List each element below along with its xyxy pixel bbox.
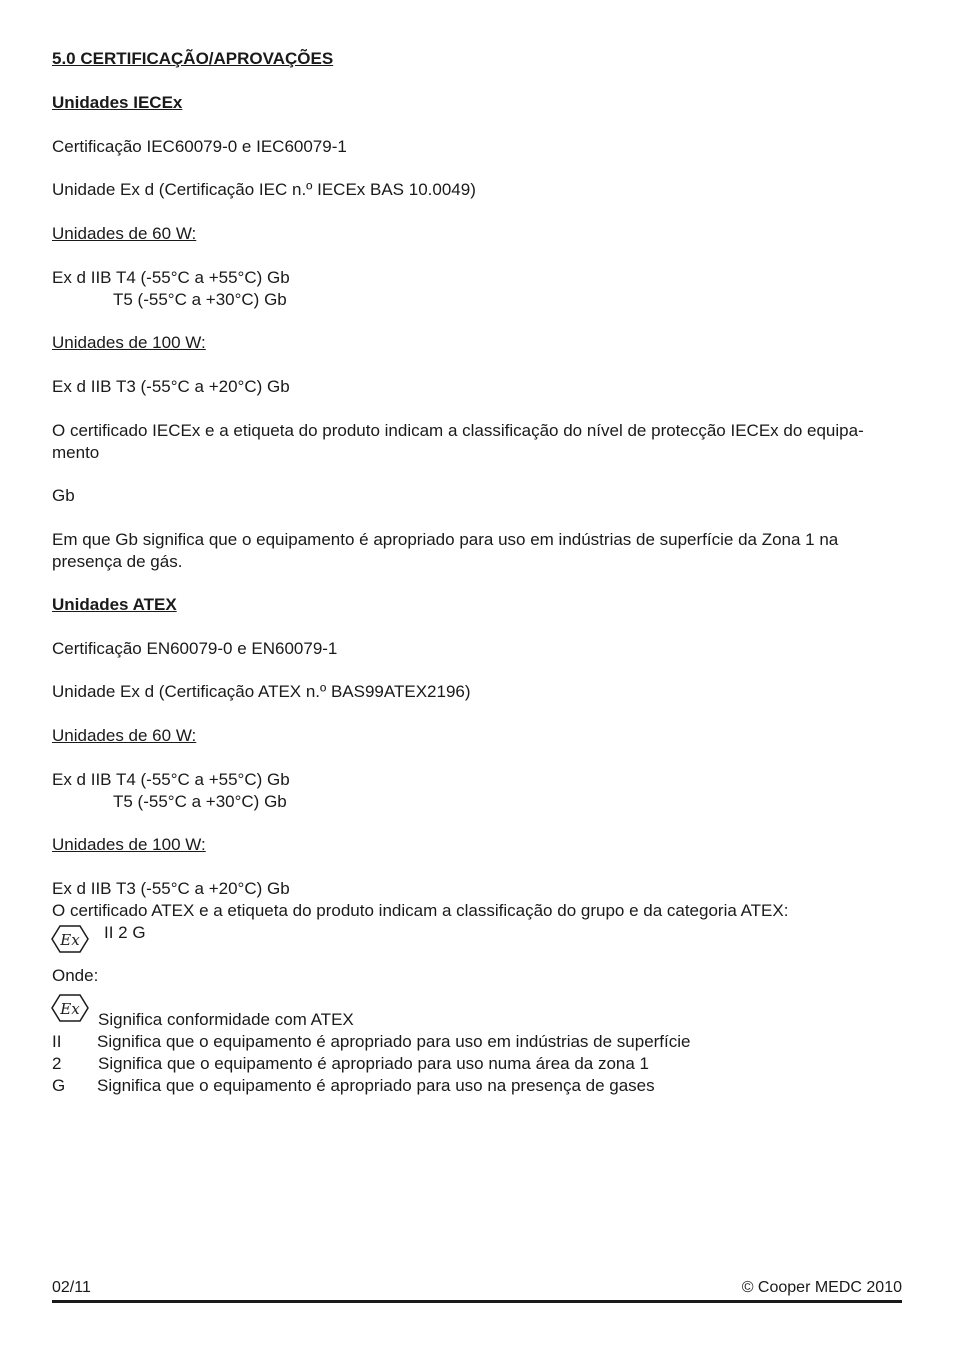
atex-unit-cert: Unidade Ex d (Certificação ATEX n.º BAS99ATEX2196): [52, 682, 471, 701]
iecex-60w-rating-t5: T5 (-55°C a +30°C) Gb: [113, 290, 287, 309]
iecex-heading: Unidades IECEx: [52, 93, 183, 112]
iecex-paragraph-line-2: mento: [52, 443, 100, 462]
iecex-100w-rating: Ex d IIB T3 (-55°C a +20°C) Gb: [52, 377, 290, 396]
atex-onde: Onde:: [52, 966, 99, 985]
iecex-gb-definition-line-2: presença de gás.: [52, 552, 183, 571]
atex-60w-rating-t5: T5 (-55°C a +30°C) Gb: [113, 792, 287, 811]
definition-g-text: Significa que o equipamento é apropriado para uso na presença de gases: [97, 1076, 655, 1095]
iecex-gb: Gb: [52, 486, 75, 505]
atex-60w-label: Unidades de 60 W:: [52, 726, 197, 745]
atex-60w-rating-t4: Ex d IIB T4 (-55°C a +55°C) Gb: [52, 770, 290, 789]
definition-g-term: G: [52, 1076, 66, 1095]
footer-divider: [52, 1300, 902, 1303]
atex-100w-rating: Ex d IIB T3 (-55°C a +20°C) Gb: [52, 879, 290, 898]
iecex-gb-definition-line-1: Em que Gb significa que o equipamento é apropriado para uso em indústrias de superfície da Zona 1 na: [52, 530, 839, 549]
atex-heading: Unidades ATEX: [52, 595, 177, 614]
iecex-60w-label: Unidades de 60 W:: [52, 224, 197, 243]
iecex-paragraph-line-1: O certificado IECEx e a etiqueta do produto indicam a classificação do nível de protecção IECEx do equipa-: [52, 421, 864, 440]
definition-ex-text: Significa conformidade com ATEX: [98, 1010, 354, 1029]
atex-ex-hexagon-icon: [50, 924, 90, 954]
section-title: 5.0 CERTIFICAÇÃO/APROVAÇÕES: [52, 49, 334, 68]
svg-text:Ex: Ex: [60, 1000, 80, 1018]
atex-100w-label: Unidades de 100 W:: [52, 835, 206, 854]
footer-date: 02/11: [52, 1279, 91, 1296]
atex-marking: II 2 G: [104, 923, 146, 942]
definition-2-term: 2: [52, 1054, 62, 1073]
iecex-100w-label: Unidades de 100 W:: [52, 333, 206, 352]
definition-ii-text: Significa que o equipamento é apropriado para uso em indústrias de superfície: [97, 1032, 691, 1051]
definition-ii-term: II: [52, 1032, 62, 1051]
iecex-unit-cert: Unidade Ex d (Certificação IEC n.º IECEx BAS 10.0049): [52, 180, 476, 199]
atex-paragraph: O certificado ATEX e a etiqueta do produto indicam a classificação do grupo e da categoria ATEX:: [52, 901, 789, 920]
atex-ex-hexagon-icon: [50, 993, 90, 1023]
footer-copyright: © Cooper MEDC 2010: [741, 1279, 902, 1296]
definition-2-text: Significa que o equipamento é apropriado para uso numa área da zona 1: [98, 1054, 649, 1073]
atex-cert-standard: Certificação EN60079-0 e EN60079-1: [52, 639, 338, 658]
svg-text:Ex: Ex: [60, 931, 80, 949]
iecex-60w-rating-t4: Ex d IIB T4 (-55°C a +55°C) Gb: [52, 268, 290, 287]
iecex-cert-standard: Certificação IEC60079-0 e IEC60079-1: [52, 137, 347, 156]
